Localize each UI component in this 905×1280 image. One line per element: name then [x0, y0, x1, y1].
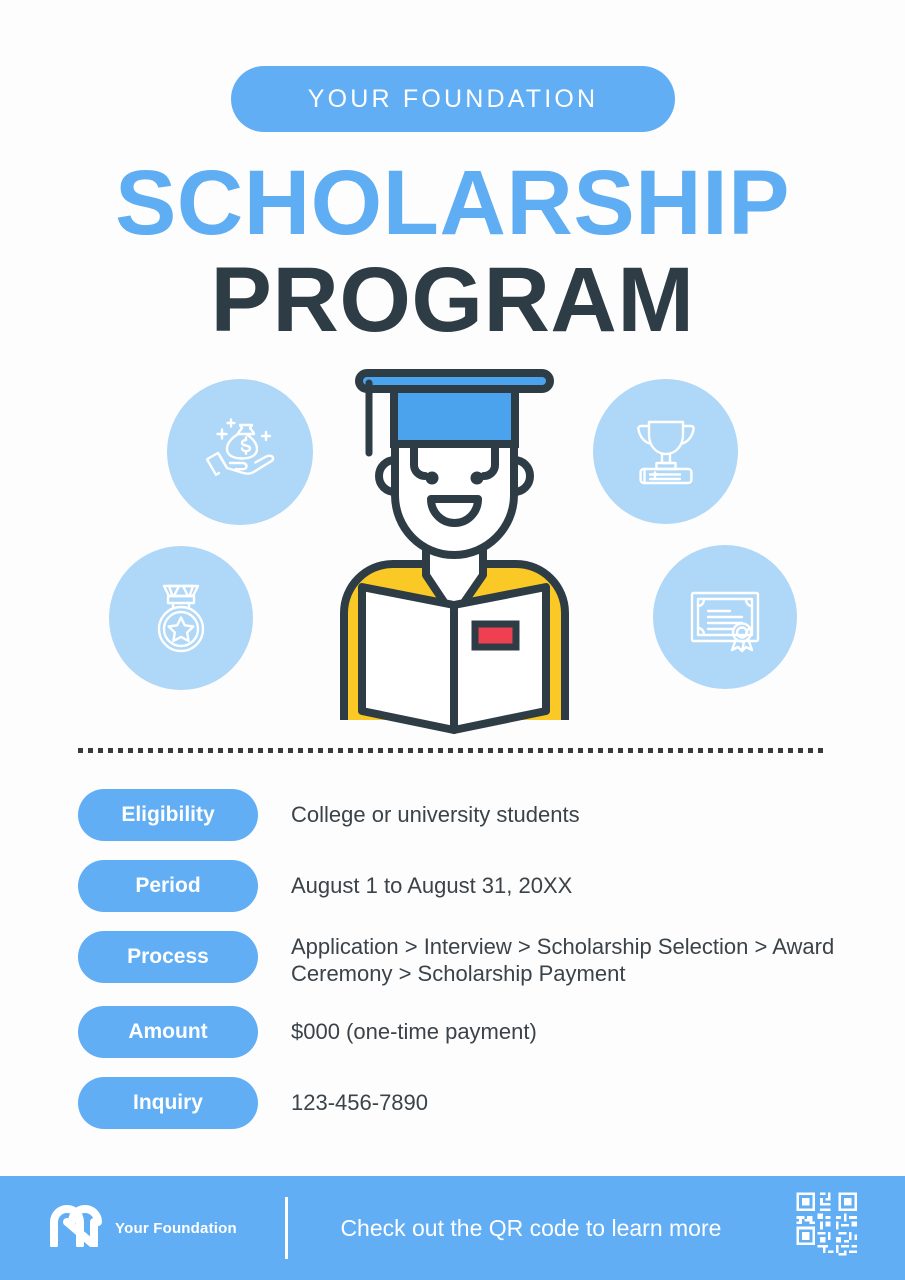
- certificate-ribbon-icon: [653, 545, 797, 689]
- headline-line-2: PROGRAM: [210, 249, 695, 351]
- trophy-on-book-icon: [593, 379, 738, 524]
- table-row: [0, 1077, 905, 1129]
- illustration-stage: [0, 360, 905, 735]
- table-row: [0, 931, 905, 987]
- brand-lockup: [50, 1205, 237, 1252]
- table-row: [0, 1006, 905, 1058]
- detail-label-period: [78, 860, 258, 912]
- footer-bar: [0, 1176, 905, 1280]
- detail-value-eligibility: College or university students: [291, 802, 580, 827]
- detail-value-process: Application > Interview > Scholarship Selection > Award Ceremony > Scholarship Payment: [291, 934, 835, 986]
- money-bag-in-hand-icon: [167, 379, 313, 525]
- detail-label-text: Process: [127, 945, 209, 968]
- details-list: [0, 789, 905, 1148]
- footer-cta-text: Check out the QR code to learn more: [340, 1214, 722, 1241]
- medal-star-icon: [109, 546, 253, 690]
- dotted-divider: [78, 748, 828, 753]
- qr-code-icon[interactable]: [794, 1190, 870, 1266]
- graduate-student-illustration: [322, 365, 587, 735]
- detail-label-text: Amount: [128, 1020, 208, 1043]
- eyebrow-label: YOUR FOUNDATION: [307, 84, 599, 113]
- brand-name-label: Your Foundation: [115, 1219, 237, 1237]
- foundation-eyebrow-pill: [231, 66, 675, 132]
- detail-label-inquiry: [78, 1077, 258, 1129]
- detail-label-amount: [78, 1006, 258, 1058]
- detail-label-text: Eligibility: [121, 803, 215, 826]
- detail-value-inquiry: 123-456-7890: [291, 1090, 429, 1115]
- m-monogram-logo-icon: [50, 1205, 102, 1252]
- detail-label-process: [78, 931, 258, 983]
- detail-label-eligibility: [78, 789, 258, 841]
- table-row: [0, 860, 905, 912]
- detail-value-amount: $000 (one-time payment): [291, 1019, 537, 1044]
- headline-line-1: SCHOLARSHIP: [114, 152, 791, 254]
- table-row: [0, 789, 905, 841]
- detail-label-text: Period: [135, 874, 201, 897]
- detail-value-period: August 1 to August 31, 20XX: [291, 873, 573, 898]
- detail-label-text: Inquiry: [132, 1091, 203, 1114]
